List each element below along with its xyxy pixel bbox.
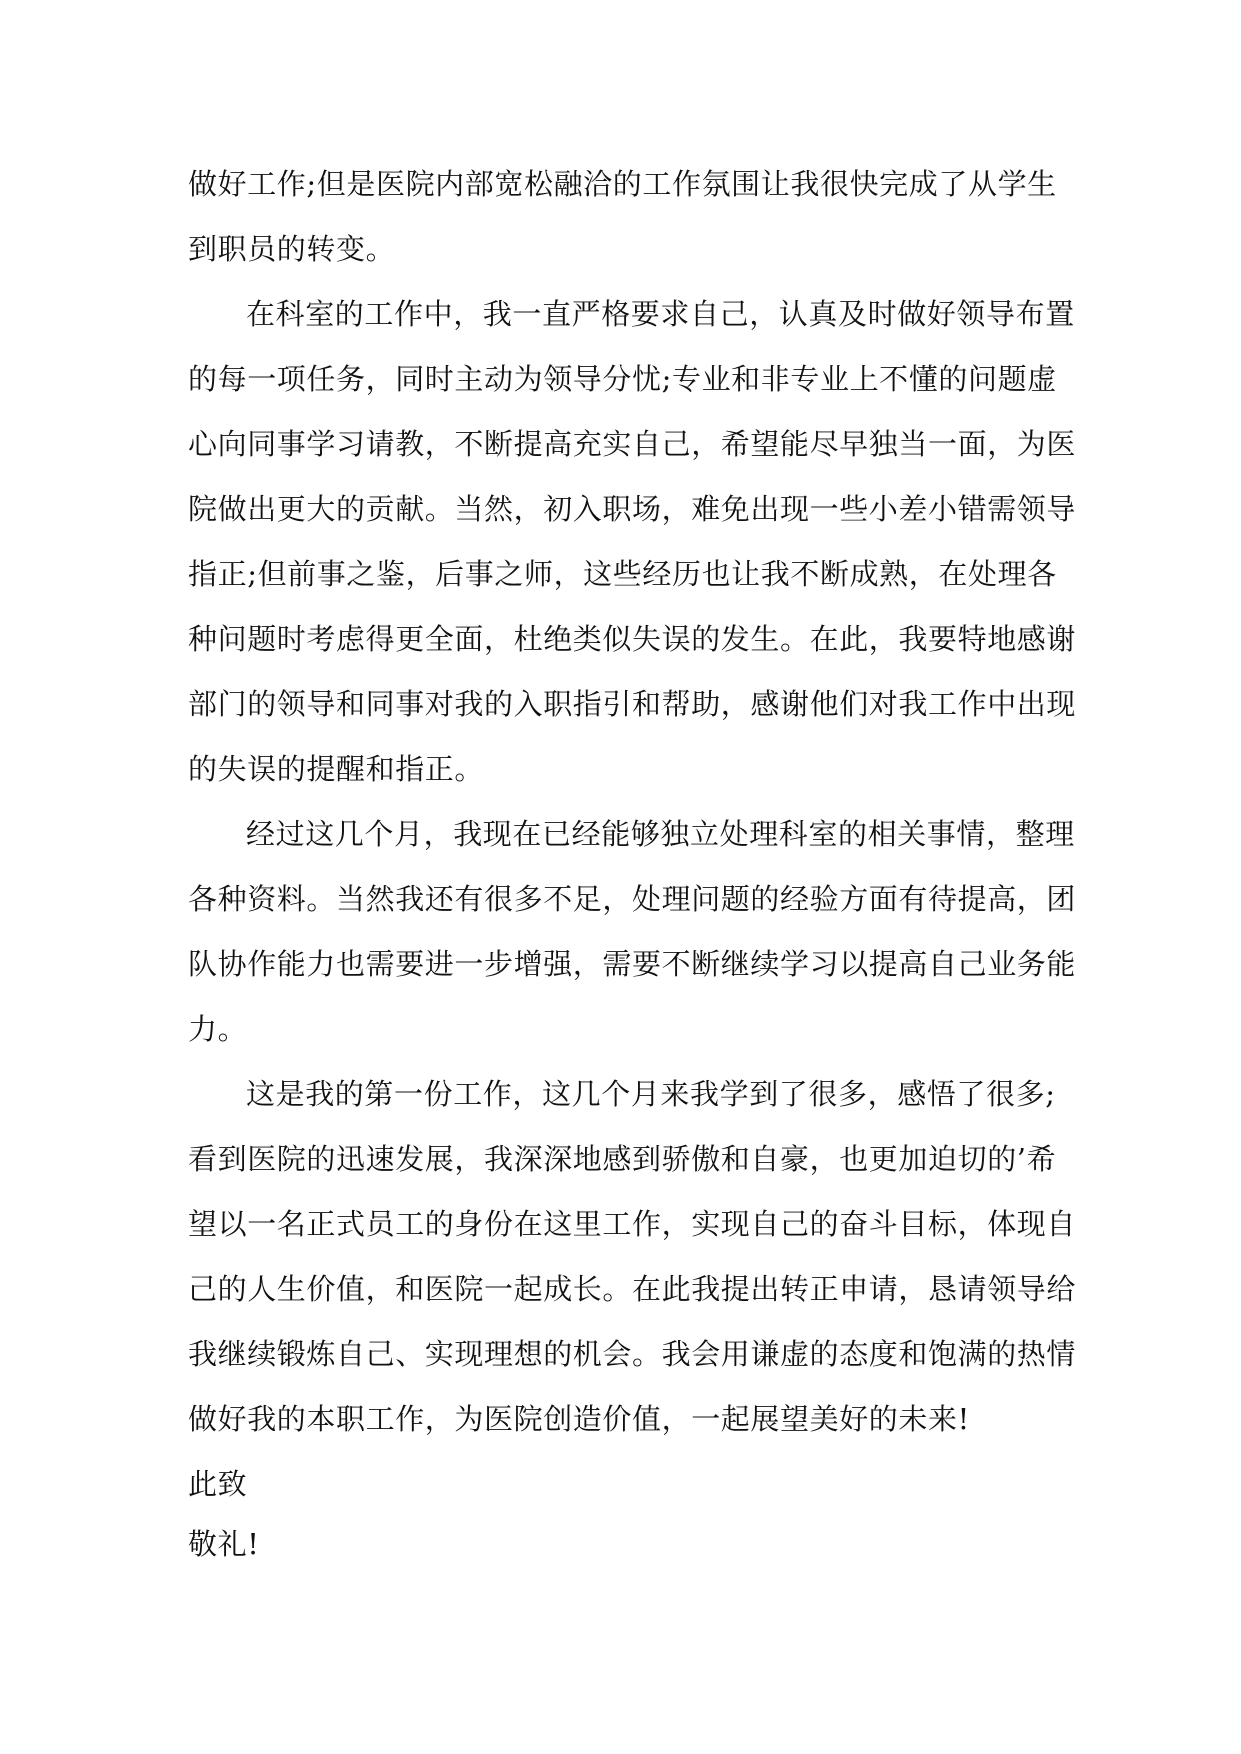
text-line: 己的人生价值，和医院一起成长。在此我提出转正申请，恳请领导给	[188, 1272, 1077, 1306]
text-line: 在科室的工作中，我一直严格要求自己，认真及时做好领导布置	[246, 297, 1075, 331]
text-line: 各种资料。当然我还有很多不足，处理问题的经验方面有待提高，团	[188, 882, 1077, 916]
text-line: 这是我的第一份工作，这几个月来我学到了很多，感悟了很多;	[246, 1077, 1056, 1111]
text-line: 我继续锻炼自己、实现理想的机会。我会用谦虚的态度和饱满的热情	[188, 1337, 1077, 1371]
closing-salutation: 此致	[188, 1467, 248, 1501]
text-line: 做好工作;但是医院内部宽松融洽的工作氛围让我很快完成了从学生	[188, 167, 1057, 201]
text-line: 种问题时考虑得更全面，杜绝类似失误的发生。在此，我要特地感谢	[188, 622, 1077, 656]
closing-regards: 敬礼!	[188, 1527, 260, 1561]
text-line: 指正;但前事之鉴，后事之师，这些经历也让我不断成熟，在处理各	[188, 557, 1057, 591]
paragraph-2	[188, 282, 1077, 802]
text-line: 的每一项任务，同时主动为领导分忧;专业和非专业上不懂的问题虚	[188, 362, 1057, 396]
text-line: 望以一名正式员工的身份在这里工作，实现自己的奋斗目标，体现自	[188, 1207, 1077, 1241]
text-line: 院做出更大的贡献。当然，初入职场，难免出现一些小差小错需领导	[188, 492, 1077, 526]
paragraph-4	[188, 1062, 1077, 1452]
text-line: 队协作能力也需要进一步增强，需要不断继续学习以提高自己业务能	[188, 947, 1077, 981]
letter-body	[188, 152, 1077, 1572]
text-line: 到职员的转变。	[188, 232, 396, 266]
text-line: 看到医院的迅速发展，我深深地感到骄傲和自豪，也更加迫切的’希	[188, 1142, 1057, 1176]
paragraph-1	[188, 152, 1064, 282]
text-line: 经过这几个月，我现在已经能够独立处理科室的相关事情，整理	[246, 817, 1075, 851]
paragraph-3	[188, 802, 1077, 1062]
text-line: 的失误的提醒和指正。	[188, 752, 485, 786]
letter-closing	[188, 1452, 1064, 1572]
text-line: 力。	[188, 1012, 248, 1046]
text-line: 心向同事学习请教，不断提高充实自己，希望能尽早独当一面，为医	[188, 427, 1077, 461]
text-line: 部门的领导和同事对我的入职指引和帮助，感谢他们对我工作中出现	[188, 687, 1077, 721]
text-line: 做好我的本职工作，为医院创造价值，一起展望美好的未来!	[188, 1402, 970, 1436]
